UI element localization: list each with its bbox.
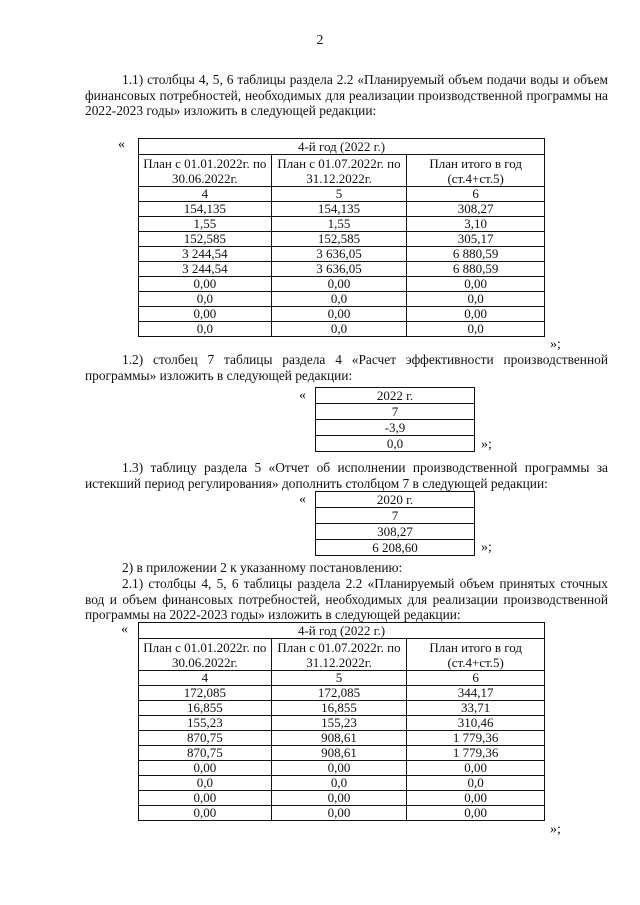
table2-close-mark: »; [481, 437, 492, 452]
table-row [139, 776, 545, 791]
table-cell: 0,00 [139, 791, 272, 806]
table-cell: 0,00 [271, 791, 407, 806]
water-supply-table [138, 138, 545, 337]
table4-open-quote: « [121, 622, 128, 637]
table-cell: 152,585 [139, 232, 272, 247]
table-cell: 0,0 [271, 292, 407, 307]
table1-open-quote: « [118, 137, 125, 152]
table-cell: 0,00 [407, 806, 545, 821]
table-cell: 0,0 [316, 436, 475, 452]
table-cell: -3,9 [316, 420, 475, 436]
table3-open-quote: « [299, 492, 306, 507]
table-cell: 1 779,36 [407, 731, 545, 746]
table-cell: 5 [271, 671, 407, 686]
table-cell: 0,0 [271, 322, 407, 337]
table-cell: 0,0 [407, 292, 545, 307]
column-year-header: 2020 г. [316, 492, 475, 508]
table-cell: 3,10 [407, 217, 545, 232]
table-cell: 172,085 [271, 686, 407, 701]
table-cell: 0,00 [271, 806, 407, 821]
table-cell: 16,855 [271, 701, 407, 716]
table-row [139, 806, 545, 821]
paragraph-1-1: 1.1) столбцы 4, 5, 6 таблицы раздела 2.2 «Планируемый объем подачи воды и объем финансовых потребностей, необходимых для реализации производственной программы на 2022-2023 годы» изложить в следующей редакции: [85, 72, 608, 119]
table-row [316, 508, 475, 524]
wastewater-table [138, 622, 545, 821]
table-row [316, 524, 475, 540]
table-cell: 0,00 [271, 277, 407, 292]
table-row [316, 436, 475, 452]
table-cell: 0,00 [407, 761, 545, 776]
table-row [316, 388, 475, 404]
table-cell: 0,00 [139, 806, 272, 821]
table-cell: 6 [407, 671, 545, 686]
table-row [139, 761, 545, 776]
table3-close-mark: »; [481, 540, 492, 555]
table-cell: 0,0 [271, 776, 407, 791]
table-cell: 5 [271, 187, 407, 202]
table-cell: 1 779,36 [407, 746, 545, 761]
table-cell: 0,00 [271, 761, 407, 776]
paragraph-1-2: 1.2) столбец 7 таблицы раздела 4 «Расчет эффективности производственной программы» изложить в следующей редакции: [85, 352, 608, 383]
table-row [139, 746, 545, 761]
table1-col-header-plan-h1: План с 01.01.2022г. по 30.06.2022г. [139, 155, 272, 187]
table-row [139, 731, 545, 746]
efficiency-column-table [315, 387, 475, 452]
table-cell: 0,00 [139, 761, 272, 776]
table-cell: 154,135 [139, 202, 272, 217]
table-cell: 1,55 [271, 217, 407, 232]
table-cell: 0,0 [139, 776, 272, 791]
table4-col-header-plan-h2: План с 01.07.2022г. по 31.12.2022г. [271, 639, 407, 671]
table-cell: 0,0 [139, 322, 272, 337]
table-cell: 6 [407, 187, 545, 202]
table1-col-header-plan-total: План итого в год (ст.4+ст.5) [407, 155, 545, 187]
table-cell: 344,17 [407, 686, 545, 701]
table-cell: 305,17 [407, 232, 545, 247]
table-cell: 155,23 [139, 716, 272, 731]
table-cell: 0,00 [271, 307, 407, 322]
table-cell: 155,23 [271, 716, 407, 731]
table-row [139, 686, 545, 701]
table-cell: 3 244,54 [139, 247, 272, 262]
table-row [316, 540, 475, 556]
table-row [139, 202, 545, 217]
table-cell: 4 [139, 671, 272, 686]
table-cell: 870,75 [139, 731, 272, 746]
table-cell: 3 636,05 [271, 247, 407, 262]
report-column-table [315, 491, 475, 556]
table-cell: 0,00 [407, 791, 545, 806]
paragraph-2: 2) в приложении 2 к указанному постановлению: [122, 560, 403, 575]
table-cell: 1,55 [139, 217, 272, 232]
column-year-header: 2022 г. [316, 388, 475, 404]
table-row [316, 404, 475, 420]
table-cell: 6 880,59 [407, 262, 545, 277]
table-cell: 310,46 [407, 716, 545, 731]
table-cell: 0,0 [407, 776, 545, 791]
table-row [316, 492, 475, 508]
table-row [139, 217, 545, 232]
table-cell: 6 880,59 [407, 247, 545, 262]
table1-title: 4-й год (2022 г.) [139, 139, 545, 155]
table-cell: 0,00 [407, 307, 545, 322]
page-number: 2 [316, 33, 324, 48]
table-cell: 16,855 [139, 701, 272, 716]
table-row [139, 187, 545, 202]
table-row [139, 262, 545, 277]
table-cell: 6 208,60 [316, 540, 475, 556]
table-cell: 172,085 [139, 686, 272, 701]
table-cell: 7 [316, 508, 475, 524]
table-cell: 0,00 [139, 307, 272, 322]
table1-close-mark: »; [550, 337, 561, 352]
table-cell: 908,61 [271, 746, 407, 761]
table2-open-quote: « [299, 388, 306, 403]
table-cell: 0,0 [407, 322, 545, 337]
table-row [139, 247, 545, 262]
table-cell: 0,00 [407, 277, 545, 292]
table-row [139, 701, 545, 716]
table-row [139, 232, 545, 247]
table-row [139, 277, 545, 292]
table4-col-header-plan-total: План итого в год (ст.4+ст.5) [407, 639, 545, 671]
table-row [139, 716, 545, 731]
table-cell: 3 636,05 [271, 262, 407, 277]
table-row [316, 420, 475, 436]
table-cell: 308,27 [316, 524, 475, 540]
table-row [139, 307, 545, 322]
table-row [139, 791, 545, 806]
table-row [139, 671, 545, 686]
table-cell: 0,0 [139, 292, 272, 307]
table-cell: 4 [139, 187, 272, 202]
table-row [139, 322, 545, 337]
paragraph-1-3: 1.3) таблицу раздела 5 «Отчет об исполнении производственной программы за истекший период регулирования» дополнить столбцом 7 в следующей редакции: [85, 460, 608, 491]
paragraph-2-1: 2.1) столбцы 4, 5, 6 таблицы раздела 2.2 «Планируемый объем принятых сточных вод и объем финансовых потребностей, необходимых для реализации производственной программы на 2022-2023 годы» изложить в следующей редакции: [85, 576, 608, 623]
table-cell: 908,61 [271, 731, 407, 746]
table-cell: 33,71 [407, 701, 545, 716]
table4-close-mark: »; [550, 822, 561, 837]
table4-col-header-plan-h1: План с 01.01.2022г. по 30.06.2022г. [139, 639, 272, 671]
table-cell: 308,27 [407, 202, 545, 217]
table-cell: 154,135 [271, 202, 407, 217]
table-cell: 870,75 [139, 746, 272, 761]
table-cell: 3 244,54 [139, 262, 272, 277]
table4-title: 4-й год (2022 г.) [139, 623, 545, 639]
table1-col-header-plan-h2: План с 01.07.2022г. по 31.12.2022г. [271, 155, 407, 187]
table-cell: 7 [316, 404, 475, 420]
table-cell: 0,00 [139, 277, 272, 292]
table-row [139, 292, 545, 307]
table-cell: 152,585 [271, 232, 407, 247]
